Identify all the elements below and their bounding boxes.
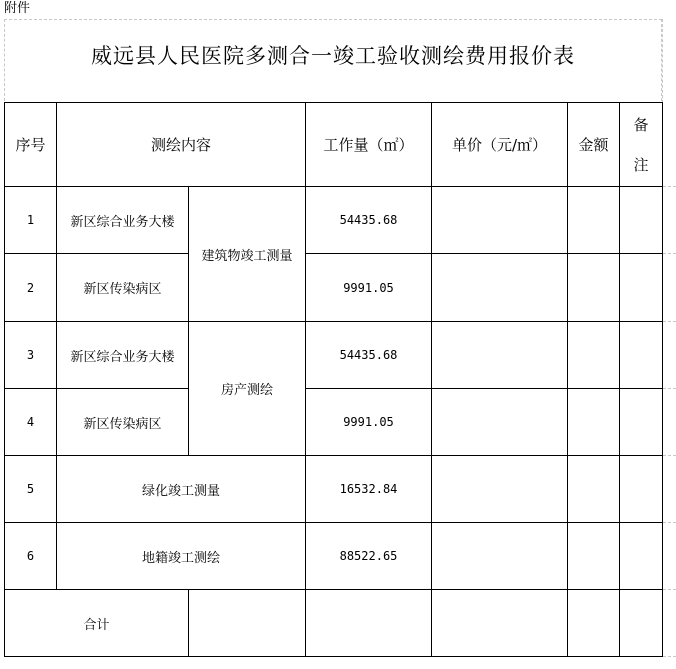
header-index: 序号 (5, 103, 57, 187)
attachment-label: 附件 (4, 1, 31, 16)
total-unit-price[interactable] (432, 590, 568, 657)
header-quantity: 工作量（㎡） (306, 103, 432, 187)
total-value[interactable] (189, 590, 306, 657)
row-item: 新区综合业务大楼 (57, 187, 189, 254)
row-quantity: 9991.05 (306, 254, 432, 322)
row-remark[interactable] (620, 456, 663, 523)
page-title: 威远县人民医院多测合一竣工验收测绘费用报价表 (91, 44, 575, 68)
row-item: 新区综合业务大楼 (57, 322, 189, 389)
row-remark[interactable] (620, 389, 663, 456)
row-amount[interactable] (568, 456, 620, 523)
row-remark[interactable] (620, 254, 663, 322)
total-remark[interactable] (620, 590, 663, 657)
page-guide-right (662, 19, 663, 103)
row-unit-price[interactable] (432, 456, 568, 523)
row-unit-price[interactable] (432, 523, 568, 590)
table-row (5, 187, 663, 254)
row-unit-price[interactable] (432, 187, 568, 254)
row-item: 新区传染病区 (57, 254, 189, 322)
total-row (5, 590, 663, 657)
group-building-survey: 建筑物竣工测量 (189, 187, 306, 322)
row-quantity: 16532.84 (306, 456, 432, 523)
header-unit-price: 单价（元/㎡） (432, 103, 568, 187)
table-row (5, 389, 663, 456)
row-item: 绿化竣工测量 (57, 456, 306, 523)
header-content: 测绘内容 (57, 103, 306, 187)
page-guide-line (663, 253, 676, 254)
group-property-survey: 房产测绘 (189, 322, 306, 456)
page-guide-line (663, 321, 676, 322)
row-amount[interactable] (568, 187, 620, 254)
table-row (5, 254, 663, 322)
row-amount[interactable] (568, 322, 620, 389)
row-remark[interactable] (620, 187, 663, 254)
row-index: 4 (5, 389, 57, 456)
row-unit-price[interactable] (432, 389, 568, 456)
row-unit-price[interactable] (432, 322, 568, 389)
total-label: 合计 (5, 590, 189, 657)
total-amount[interactable] (568, 590, 620, 657)
row-quantity: 54435.68 (306, 322, 432, 389)
row-unit-price[interactable] (432, 254, 568, 322)
table-row (5, 523, 663, 590)
row-remark[interactable] (620, 523, 663, 590)
table-row (5, 322, 663, 389)
table-row (5, 456, 663, 523)
row-index: 5 (5, 456, 57, 523)
row-item: 地籍竣工测绘 (57, 523, 306, 590)
header-remark: 备 注 (620, 103, 663, 187)
header-amount: 金额 (568, 103, 620, 187)
row-amount[interactable] (568, 389, 620, 456)
row-quantity: 9991.05 (306, 389, 432, 456)
row-index: 1 (5, 187, 57, 254)
quote-table (4, 102, 663, 657)
row-index: 6 (5, 523, 57, 590)
page-guide-line (663, 455, 676, 456)
page-guide-line (663, 656, 676, 657)
row-amount[interactable] (568, 523, 620, 590)
total-quantity[interactable] (306, 590, 432, 657)
row-quantity: 54435.68 (306, 187, 432, 254)
row-quantity: 88522.65 (306, 523, 432, 590)
row-index: 2 (5, 254, 57, 322)
row-remark[interactable] (620, 322, 663, 389)
page-guide-line (663, 186, 676, 187)
header-row (5, 103, 663, 187)
page-guide-line (663, 589, 676, 590)
page-guide-line (663, 388, 676, 389)
row-item: 新区传染病区 (57, 389, 189, 456)
row-amount[interactable] (568, 254, 620, 322)
row-index: 3 (5, 322, 57, 389)
page-guide-line (663, 522, 676, 523)
